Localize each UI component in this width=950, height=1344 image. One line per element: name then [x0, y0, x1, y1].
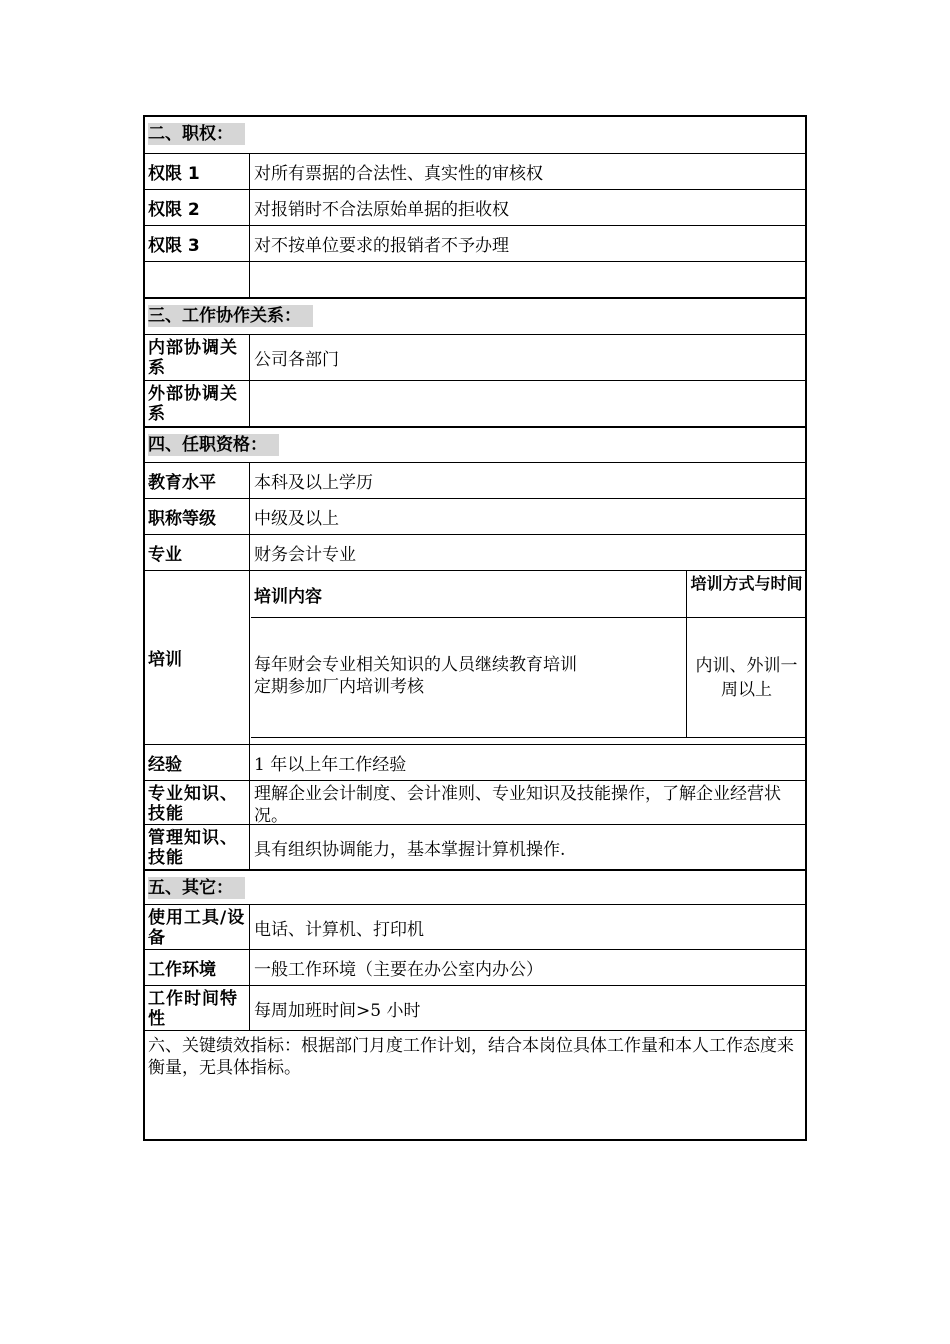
training-content-header: 培训内容 [251, 571, 687, 617]
training-content [251, 618, 687, 737]
training-method-header: 培训方式与时间 [690, 574, 803, 593]
experience-value: 1 年以上年工作经验 [254, 755, 407, 775]
major-label: 专业 [145, 535, 250, 570]
education-row [145, 462, 805, 498]
authority-value: 对所有票据的合法性、真实性的审核权 [254, 164, 543, 184]
training-header [251, 571, 805, 618]
authority-value: 对不按单位要求的报销者不予办理 [254, 236, 509, 256]
section-authority-header [145, 117, 805, 153]
training-label: 培训 [145, 571, 250, 744]
authority-label: 权限 3 [145, 226, 250, 261]
work-time-row [145, 985, 805, 1030]
section-title: 四、任职资格： [148, 434, 279, 456]
training-content-line: 定期参加厂内培训考核 [254, 677, 424, 697]
education-label: 教育水平 [145, 463, 250, 498]
authority-row [145, 153, 805, 189]
authority-row [145, 225, 805, 261]
mgmt-skills-row [145, 824, 805, 869]
tools-row [145, 904, 805, 949]
title-row [145, 498, 805, 534]
section-title: 五、其它： [148, 877, 245, 899]
major-row [145, 534, 805, 570]
external-relations-row [145, 380, 805, 426]
authority-row [145, 189, 805, 225]
training-method-value: 内训、外训一周以上 [695, 656, 798, 700]
environment-value: 一般工作环境（主要在办公室内办公） [254, 960, 543, 980]
job-description-table [143, 115, 807, 1141]
training-row [145, 570, 805, 744]
authority-value: 对报销时不合法原始单据的拒收权 [254, 200, 509, 220]
environment-row [145, 949, 805, 985]
work-time-value: 每周加班时间>5 小时 [254, 1000, 421, 1021]
education-value: 本科及以上学历 [254, 473, 373, 493]
work-time-label: 工作时间特性 [145, 986, 250, 1030]
external-relations-value [251, 381, 805, 426]
tools-label: 使用工具/设备 [145, 905, 250, 949]
authority-label: 权限 1 [145, 154, 250, 189]
experience-row [145, 744, 805, 780]
training-body [251, 618, 805, 738]
section-title: 二、职权： [148, 123, 245, 145]
authority-empty-row [145, 261, 805, 297]
section-relations-header [145, 297, 805, 334]
title-value: 中级及以上 [254, 509, 339, 529]
external-relations-label: 外部协调关系 [145, 381, 250, 426]
internal-relations-row [145, 334, 805, 380]
mgmt-skills-label: 管理知识、技能 [145, 825, 250, 869]
empty-value [251, 262, 805, 297]
section-other-header [145, 869, 805, 904]
major-value: 财务会计专业 [254, 545, 356, 565]
kpi-text: 六、关键绩效指标：根据部门月度工作计划，结合本岗位具体工作量和本人工作态度来衡量，无具体指标。 [148, 1036, 794, 1078]
pro-skills-value: 理解企业会计制度、会计准则、专业知识及技能操作，了解企业经营状况。 [254, 784, 781, 826]
authority-label: 权限 2 [145, 190, 250, 225]
pro-skills-label: 专业知识、技能 [145, 781, 250, 824]
section-title: 三、工作协作关系： [148, 305, 313, 327]
experience-label: 经验 [145, 745, 250, 780]
section-qualifications-header [145, 426, 805, 462]
title-label: 职称等级 [145, 499, 250, 534]
training-content-line: 每年财会专业相关知识的人员继续教育培训 [254, 655, 577, 675]
empty-label [145, 262, 250, 297]
internal-relations-label: 内部协调关系 [145, 335, 250, 380]
internal-relations-value: 公司各部门 [254, 350, 339, 370]
mgmt-skills-value: 具有组织协调能力，基本掌握计算机操作. [254, 839, 566, 860]
pro-skills-row [145, 780, 805, 824]
environment-label: 工作环境 [145, 950, 250, 985]
kpi-row [145, 1030, 805, 1139]
tools-value: 电话、计算机、打印机 [254, 919, 424, 940]
